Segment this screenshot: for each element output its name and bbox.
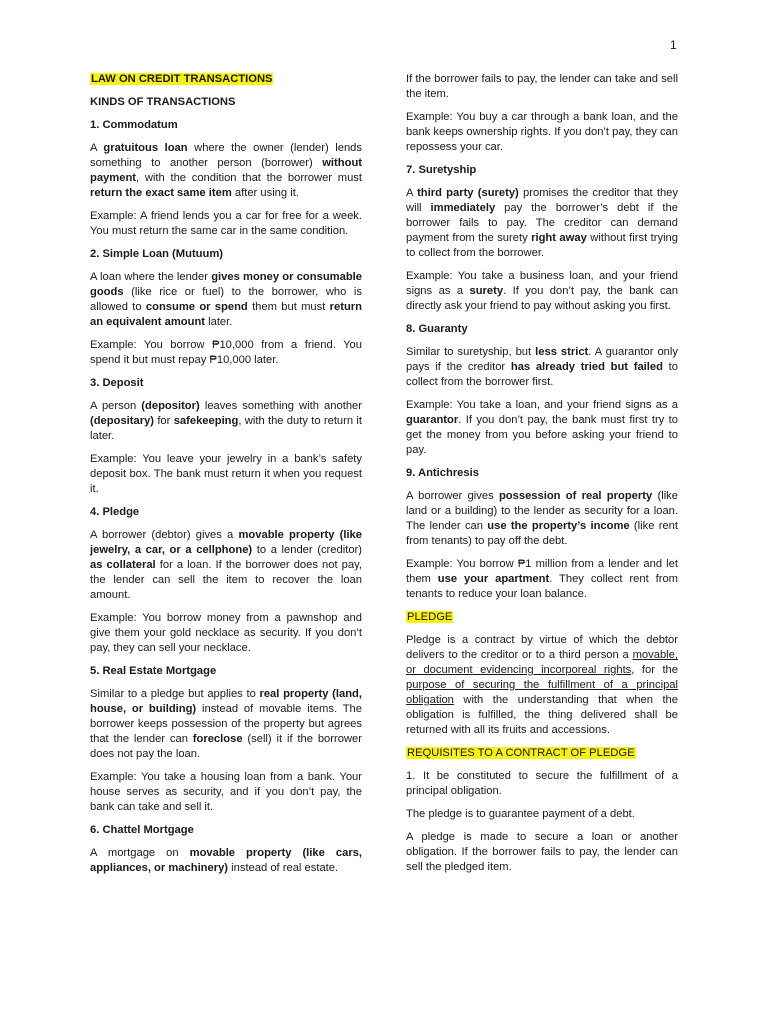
commodatum-definition: A gratuitous loan where the owner (lender) lends something to another person (borrower) without payment, with the condition that the borrower must return the exact same item after using it. <box>90 142 362 199</box>
mutuum-heading: 2. Simple Loan (Mutuum) <box>90 248 224 260</box>
requisites-title: REQUISITES TO A CONTRACT OF PLEDGE <box>407 747 635 759</box>
pledge-section-title: PLEDGE <box>407 611 453 623</box>
requisite-1-note: The pledge is to guarantee payment of a debt. <box>406 808 635 820</box>
rem-definition: Similar to a pledge but applies to real property (land, house, or building) instead of movable items. The borrower keeps possession of the property but agrees that the lender can foreclose (sell) it if the borrower does not pay the loan. <box>90 688 362 760</box>
pledge-definition: A borrower (debtor) gives a movable property (like jewelry, a car, or a cellphone) to a lender (creditor) as collateral for a loan. If the borrower does not pay, the lender can sell the item to recover the loan amount. <box>90 529 363 601</box>
antichresis-example: Example: You borrow ₱1 million from a lender and let them use your apartment. They collect rent from tenants to reduce your loan balance. <box>406 558 678 600</box>
pledge-example: Example: You borrow money from a pawnshop and give them your gold necklace as security. If you don’t pay, they can sell your necklace. <box>90 612 362 654</box>
suretyship-heading: 7. Suretyship <box>406 164 477 176</box>
mutuum-definition: A loan where the lender gives money or consumable goods (like rice or fuel) to the borrower, who is allowed to consume or spend them but must return an equivalent amount later. <box>90 271 362 328</box>
page-number: 1 <box>670 38 677 52</box>
requisite-1: 1. It be constituted to secure the fulfillment of a principal obligation. <box>406 770 678 797</box>
suretyship-example: Example: You take a business loan, and your friend signs as a surety. If you don’t pay, the bank can directly ask your friend to pay without asking you first. <box>406 270 679 312</box>
antichresis-heading: 9. Antichresis <box>406 467 479 479</box>
guaranty-heading: 8. Guaranty <box>406 323 468 335</box>
pledge-heading: 4. Pledge <box>90 506 140 518</box>
deposit-heading: 3. Deposit <box>90 377 144 389</box>
requisite-1-example: A pledge is made to secure a loan or another obligation. If the borrower fails to pay, the lender can sell the pledged item. <box>406 831 678 873</box>
pledge-section-definition: Pledge is a contract by virtue of which the debtor delivers to the creditor or to a third person a movable, or document evidencing incorporeal rights, for the purpose of securing the fulfillment of a principal obligation with the understanding that when the obligation is fulfilled, the thing delivered shall be returned with all its fruits and accessions. <box>406 634 678 736</box>
deposit-example: Example: You leave your jewelry in a bank’s safety deposit box. The bank must return it when you request it. <box>90 453 362 495</box>
guaranty-definition: Similar to suretyship, but less strict. A guarantor only pays if the creditor has already tried but failed to collect from the borrower first. <box>406 346 678 388</box>
antichresis-definition: A borrower gives possession of real property (like land or a building) to the lender as security for a loan. The lender can use the property’s income (like rent from tenants) to pay off the debt. <box>406 490 678 547</box>
deposit-definition: A person (depositor) leaves something with another (depositary) for safekeeping, with the duty to return it later. <box>90 400 362 442</box>
left-column <box>90 72 362 884</box>
chattel-heading: 6. Chattel Mortgage <box>90 824 194 836</box>
rem-example: Example: You take a housing loan from a bank. Your house serves as security, and if you don’t pay, the bank can take and sell it. <box>90 771 362 813</box>
commodatum-example: Example: A friend lends you a car for free for a week. You must return the same car in the same condition. <box>90 210 362 237</box>
right-column <box>406 72 678 883</box>
chattel-example: Example: You buy a car through a bank loan, and the bank keeps ownership rights. If you don’t pay, they can repossess your car. <box>406 111 678 153</box>
guaranty-example: Example: You take a loan, and your friend signs as a guarantor. If you don’t pay, the bank must first try to get the money from you before asking your friend to pay. <box>406 399 678 456</box>
chattel-definition: A mortgage on movable property (like cars, appliances, or machinery) instead of real estate. <box>90 847 362 874</box>
suretyship-definition: A third party (surety) promises the creditor that they will immediately pay the borrower’s debt if the borrower fails to pay. The creditor can demand payment from the surety right away without first trying to collect from the borrower. <box>406 187 678 259</box>
section-title: KINDS OF TRANSACTIONS <box>90 96 236 108</box>
rem-heading: 5. Real Estate Mortgage <box>90 665 217 677</box>
commodatum-heading: 1. Commodatum <box>90 119 178 131</box>
mutuum-example: Example: You borrow ₱10,000 from a friend. You spend it but must repay ₱10,000 later. <box>90 339 362 366</box>
chattel-continuation: If the borrower fails to pay, the lender can take and sell the item. <box>406 73 678 100</box>
document-title: LAW ON CREDIT TRANSACTIONS <box>91 73 273 85</box>
